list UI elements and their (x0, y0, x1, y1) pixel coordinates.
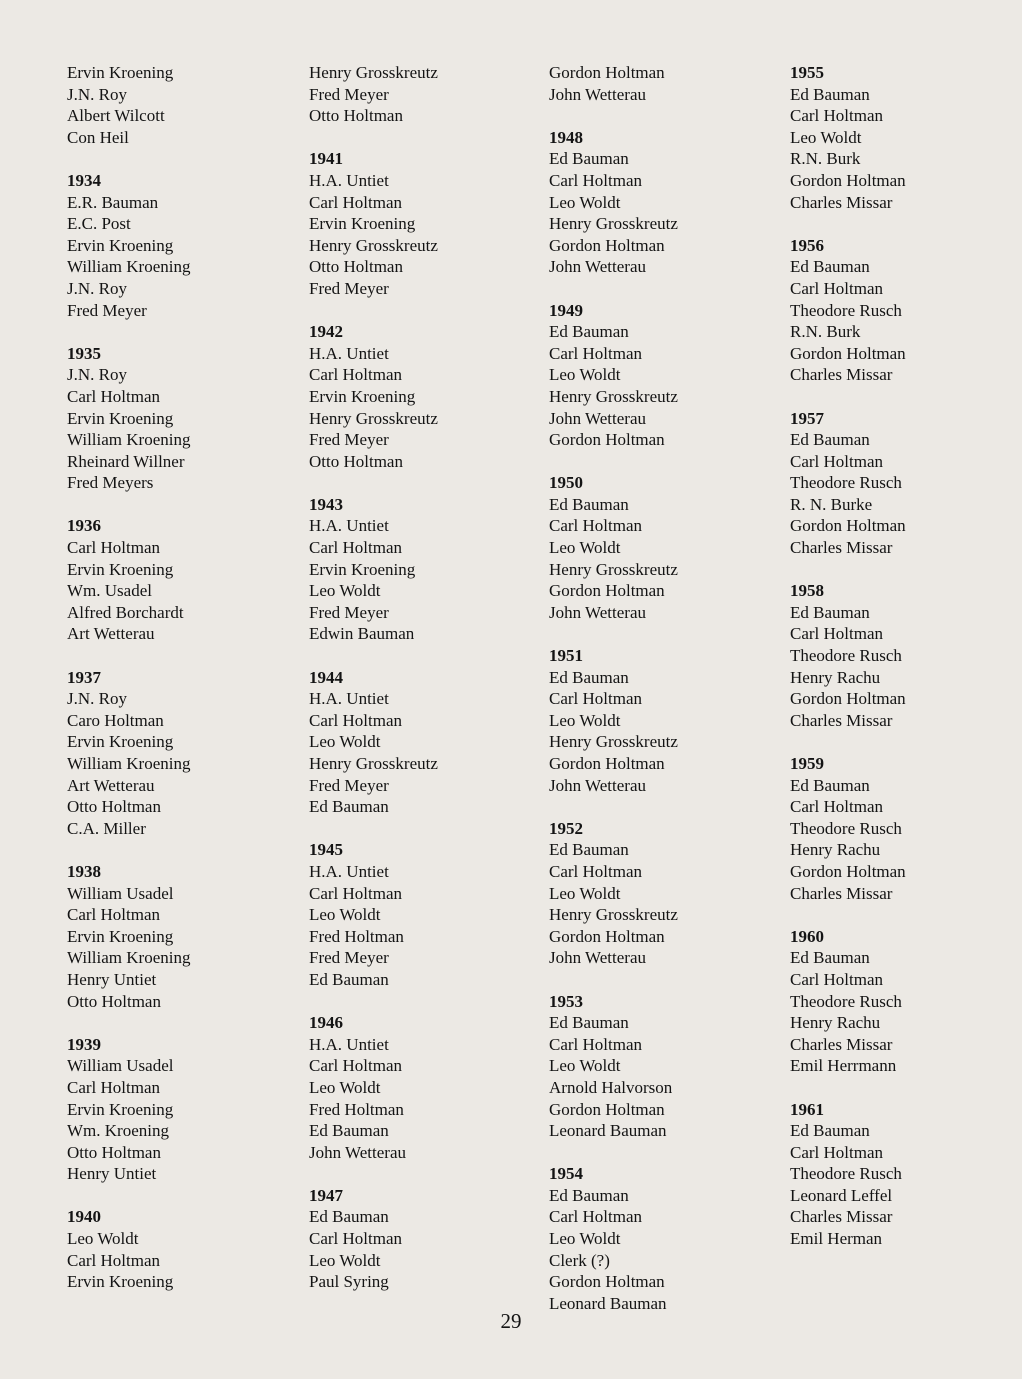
officer-name: Ervin Kroening (309, 559, 416, 579)
spacer (309, 472, 549, 494)
officer-name: Carl Holtman (790, 797, 884, 817)
officer-name: Ed Bauman (309, 1207, 389, 1227)
spacer (549, 796, 789, 818)
year-heading: 1946 (309, 1013, 343, 1033)
officer-name: Carl Holtman (790, 451, 884, 471)
officer-name: Gordon Holtman (549, 1272, 665, 1292)
officer-name: Ed Bauman (549, 322, 629, 342)
officer-name: Paul Syring (309, 1272, 389, 1292)
officer-name: E.C. Post (67, 214, 131, 234)
spacer (309, 991, 549, 1013)
spacer (549, 623, 789, 645)
officer-name: Charles Missar (790, 710, 893, 730)
officer-name: Otto Holtman (309, 106, 403, 126)
officer-name: Leo Woldt (790, 127, 862, 147)
year-heading: 1956 (790, 235, 824, 255)
year-heading: 1959 (790, 754, 824, 773)
officer-name: Carl Holtman (309, 192, 403, 212)
roster-column-4 (790, 62, 1022, 1250)
officer-name: Carl Holtman (309, 710, 403, 730)
officer-name: Otto Holtman (309, 257, 403, 277)
officer-name: John Wetterau (309, 1142, 406, 1162)
officer-name: Theodore Rusch (790, 991, 902, 1011)
officer-name: Art Wetterau (67, 775, 155, 795)
officer-name: E.R. Bauman (67, 192, 159, 212)
year-heading: 1945 (309, 840, 343, 860)
spacer (67, 494, 307, 516)
officer-name: Leo Woldt (309, 732, 381, 752)
officer-name: Carl Holtman (549, 1207, 643, 1227)
officer-name: Fred Meyer (67, 300, 147, 320)
officer-name: Fred Meyer (309, 84, 389, 104)
officer-name: Albert Wilcott (67, 106, 165, 126)
officer-name: William Usadel (67, 1056, 174, 1076)
spacer (309, 127, 549, 149)
officer-name: Ervin Kroening (67, 1099, 174, 1119)
officer-name: R.N. Burk (790, 322, 861, 342)
officer-name: Carl Holtman (67, 386, 161, 406)
officer-name: John Wetterau (549, 948, 646, 968)
officer-name: Con Heil (67, 127, 129, 147)
year-heading: 1949 (549, 300, 583, 320)
roster-column-2 (309, 62, 549, 1293)
officer-name: C.A. Miller (67, 818, 146, 838)
spacer (790, 1077, 1022, 1099)
officer-name: Leo Woldt (549, 192, 621, 212)
officer-name: Leonard Bauman (549, 1293, 667, 1313)
officer-name: Carl Holtman (309, 1056, 403, 1076)
year-heading: 1942 (309, 322, 343, 342)
spacer (67, 645, 307, 667)
officer-name: Theodore Rusch (790, 818, 902, 838)
spacer (790, 386, 1022, 408)
spacer (309, 818, 549, 840)
spacer (309, 645, 549, 667)
officer-name: Ervin Kroening (309, 214, 416, 234)
officer-name: Otto Holtman (67, 991, 161, 1011)
officer-name: John Wetterau (549, 257, 646, 277)
officer-name: Ed Bauman (790, 1121, 870, 1141)
year-heading: 1952 (549, 818, 583, 838)
officer-name: Henry Grosskreutz (309, 754, 438, 773)
officer-name: J.N. Roy (67, 84, 127, 104)
officer-name: Henry Grosskreutz (309, 408, 438, 428)
officer-name: William Kroening (67, 754, 191, 773)
officer-name: Wm. Usadel (67, 581, 152, 601)
officer-name: Theodore Rusch (790, 1164, 902, 1184)
officer-name: H.A. Untiet (309, 170, 389, 190)
officer-name: Fred Meyer (309, 775, 389, 795)
officer-name: Charles Missar (790, 192, 893, 212)
officer-name: Leo Woldt (549, 1056, 621, 1076)
page-number: 29 (500, 1309, 522, 1333)
officer-name: Ervin Kroening (67, 559, 174, 579)
year-heading: 1961 (790, 1099, 824, 1119)
officer-name: William Usadel (67, 883, 174, 903)
officer-name: Henry Untiet (67, 969, 157, 989)
year-heading: 1935 (67, 343, 101, 363)
officer-name: Ed Bauman (309, 797, 389, 817)
officer-name: Carl Holtman (549, 1034, 643, 1054)
officer-name: Leo Woldt (549, 710, 621, 730)
officer-name: Ed Bauman (790, 84, 870, 104)
officer-name: Henry Grosskreutz (549, 214, 678, 234)
officer-name: Ed Bauman (790, 257, 870, 277)
officer-name: Art Wetterau (67, 624, 155, 644)
officer-name: Leo Woldt (309, 905, 381, 925)
officer-name: Gordon Holtman (549, 63, 665, 82)
officer-name: Leo Woldt (549, 538, 621, 558)
officer-name: John Wetterau (549, 408, 646, 428)
spacer (549, 278, 789, 300)
officer-name: Carl Holtman (309, 883, 403, 903)
officer-name: Henry Grosskreutz (549, 905, 678, 925)
officer-name: John Wetterau (549, 775, 646, 795)
spacer (549, 969, 789, 991)
spacer (790, 559, 1022, 581)
officer-name: Arnold Halvorson (549, 1077, 673, 1097)
spacer (309, 1163, 549, 1185)
officer-name: Ed Bauman (790, 602, 870, 622)
officer-name: William Kroening (67, 257, 191, 277)
officer-name: Leo Woldt (549, 883, 621, 903)
officer-name: Gordon Holtman (549, 754, 665, 773)
officer-name: Ervin Kroening (67, 1272, 174, 1292)
officer-name: Carl Holtman (549, 861, 643, 881)
spacer (790, 904, 1022, 926)
officer-name: Theodore Rusch (790, 646, 902, 666)
roster-column-1 (67, 62, 307, 1293)
officer-name: Ervin Kroening (67, 235, 174, 255)
officer-name: Carl Holtman (67, 1250, 161, 1270)
officer-name: Fred Meyer (309, 430, 389, 450)
officer-name: Charles Missar (790, 538, 893, 558)
officer-name: Theodore Rusch (790, 473, 902, 493)
year-heading: 1939 (67, 1034, 101, 1054)
year-heading: 1934 (67, 170, 101, 190)
officer-name: Gordon Holtman (549, 430, 665, 450)
officer-name: Ervin Kroening (67, 926, 174, 946)
officer-name: Ed Bauman (309, 1121, 389, 1141)
officer-name: Gordon Holtman (549, 926, 665, 946)
officer-name: Ed Bauman (790, 775, 870, 795)
officer-name: Carl Holtman (309, 1229, 403, 1249)
officer-name: Ed Bauman (549, 1013, 629, 1033)
officer-name: Ervin Kroening (67, 408, 174, 428)
officer-name: Ervin Kroening (67, 63, 174, 82)
officer-name: Edwin Bauman (309, 624, 415, 644)
officer-name: Carl Holtman (549, 516, 643, 536)
year-heading: 1938 (67, 861, 101, 881)
officer-name: Henry Rachu (790, 667, 881, 687)
spacer (790, 731, 1022, 753)
officer-name: Leo Woldt (309, 1077, 381, 1097)
officer-name: Gordon Holtman (790, 516, 906, 536)
spacer (549, 105, 789, 127)
officer-name: Fred Holtman (309, 1099, 404, 1119)
officer-name: H.A. Untiet (309, 861, 389, 881)
officer-name: Ed Bauman (549, 149, 629, 169)
officer-name: Fred Meyers (67, 473, 154, 493)
officer-name: Otto Holtman (67, 797, 161, 817)
spacer (549, 1142, 789, 1164)
officer-name: Carl Holtman (549, 689, 643, 709)
officer-name: Carl Holtman (790, 1142, 884, 1162)
year-heading: 1948 (549, 127, 583, 147)
officer-name: Emil Herrmann (790, 1056, 897, 1076)
year-heading: 1954 (549, 1164, 583, 1184)
year-heading: 1944 (309, 667, 343, 687)
officer-name: Gordon Holtman (549, 581, 665, 601)
officer-name: Gordon Holtman (790, 343, 906, 363)
spacer (549, 451, 789, 473)
officer-name: Henry Grosskreutz (549, 559, 678, 579)
year-heading: 1940 (67, 1207, 101, 1227)
year-heading: 1953 (549, 991, 583, 1011)
officer-name: Ed Bauman (790, 948, 870, 968)
year-heading: 1937 (67, 667, 101, 687)
officer-name: William Kroening (67, 430, 191, 450)
officer-name: R. N. Burke (790, 494, 873, 514)
officer-name: Leonard Bauman (549, 1121, 667, 1141)
officer-name: Ed Bauman (549, 667, 629, 687)
officer-name: Alfred Borchardt (67, 602, 184, 622)
officer-name: Gordon Holtman (549, 235, 665, 255)
officer-name: John Wetterau (549, 84, 646, 104)
officer-name: Carl Holtman (790, 278, 884, 298)
officer-name: Fred Holtman (309, 926, 404, 946)
officer-name: Ervin Kroening (309, 386, 416, 406)
officer-name: Otto Holtman (309, 451, 403, 471)
year-heading: 1936 (67, 516, 101, 536)
year-heading: 1941 (309, 149, 343, 169)
officer-name: Fred Meyer (309, 278, 389, 298)
officer-name: Rheinard Willner (67, 451, 185, 471)
officer-name: Henry Untiet (67, 1164, 157, 1184)
officer-name: Gordon Holtman (549, 1099, 665, 1119)
officer-name: Ed Bauman (549, 494, 629, 514)
officer-name: Leo Woldt (549, 1229, 621, 1249)
officer-name: J.N. Roy (67, 278, 127, 298)
officer-name: Charles Missar (790, 1207, 893, 1227)
officer-name: Carl Holtman (790, 106, 884, 126)
officer-name: J.N. Roy (67, 689, 127, 709)
officer-name: H.A. Untiet (309, 1034, 389, 1054)
officer-name: Leo Woldt (67, 1229, 139, 1249)
officer-name: Leonard Leffel (790, 1185, 893, 1205)
officer-name: Carl Holtman (549, 343, 643, 363)
year-heading: 1951 (549, 646, 583, 666)
officer-name: Gordon Holtman (790, 861, 906, 881)
year-heading: 1943 (309, 494, 343, 514)
officer-name: Ed Bauman (790, 430, 870, 450)
officer-name: Leo Woldt (309, 581, 381, 601)
officer-name: Wm. Kroening (67, 1121, 169, 1141)
officer-name: Carl Holtman (67, 1077, 161, 1097)
spacer (67, 1185, 307, 1207)
year-heading: 1955 (790, 63, 824, 82)
officer-name: Fred Meyer (309, 948, 389, 968)
officer-name: Charles Missar (790, 883, 893, 903)
spacer (67, 148, 307, 170)
officer-name: J.N. Roy (67, 365, 127, 385)
officer-name: H.A. Untiet (309, 343, 389, 363)
officer-name: John Wetterau (549, 602, 646, 622)
year-heading: 1957 (790, 408, 824, 428)
officer-name: Caro Holtman (67, 710, 164, 730)
officer-name: Fred Meyer (309, 602, 389, 622)
officer-name: H.A. Untiet (309, 516, 389, 536)
officer-name: Henry Grosskreutz (309, 63, 438, 82)
officer-name: Ed Bauman (549, 1185, 629, 1205)
year-heading: 1958 (790, 581, 824, 601)
officer-name: Henry Grosskreutz (549, 386, 678, 406)
officer-name: Carl Holtman (790, 624, 884, 644)
officer-name: Carl Holtman (67, 538, 161, 558)
spacer (67, 839, 307, 861)
year-heading: 1960 (790, 926, 824, 946)
officer-name: Henry Rachu (790, 1013, 881, 1033)
officer-name: Clerk (?) (549, 1250, 610, 1270)
officer-name: Leo Woldt (549, 365, 621, 385)
officer-name: Carl Holtman (790, 969, 884, 989)
officer-name: Otto Holtman (67, 1142, 161, 1162)
spacer (67, 1012, 307, 1034)
officer-name: H.A. Untiet (309, 689, 389, 709)
officer-name: Carl Holtman (309, 538, 403, 558)
officer-name: Gordon Holtman (790, 689, 906, 709)
roster-column-3 (549, 62, 789, 1314)
officer-name: Emil Herman (790, 1229, 883, 1249)
officer-name: Ed Bauman (549, 840, 629, 860)
officer-name: Carl Holtman (309, 365, 403, 385)
officer-name: Leo Woldt (309, 1250, 381, 1270)
officer-name: Henry Grosskreutz (549, 732, 678, 752)
officer-name: Theodore Rusch (790, 300, 902, 320)
spacer (309, 300, 549, 322)
year-heading: 1947 (309, 1185, 343, 1205)
officer-name: Gordon Holtman (790, 170, 906, 190)
officer-name: William Kroening (67, 948, 191, 968)
year-heading: 1950 (549, 473, 583, 493)
spacer (790, 213, 1022, 235)
officer-name: Henry Grosskreutz (309, 235, 438, 255)
officer-name: Ed Bauman (309, 969, 389, 989)
officer-name: Charles Missar (790, 1034, 893, 1054)
officer-name: Henry Rachu (790, 840, 881, 860)
officer-name: Charles Missar (790, 365, 893, 385)
officer-name: Carl Holtman (67, 905, 161, 925)
officer-name: Ervin Kroening (67, 732, 174, 752)
officer-name: Carl Holtman (549, 170, 643, 190)
officer-name: R.N. Burk (790, 149, 861, 169)
spacer (67, 321, 307, 343)
